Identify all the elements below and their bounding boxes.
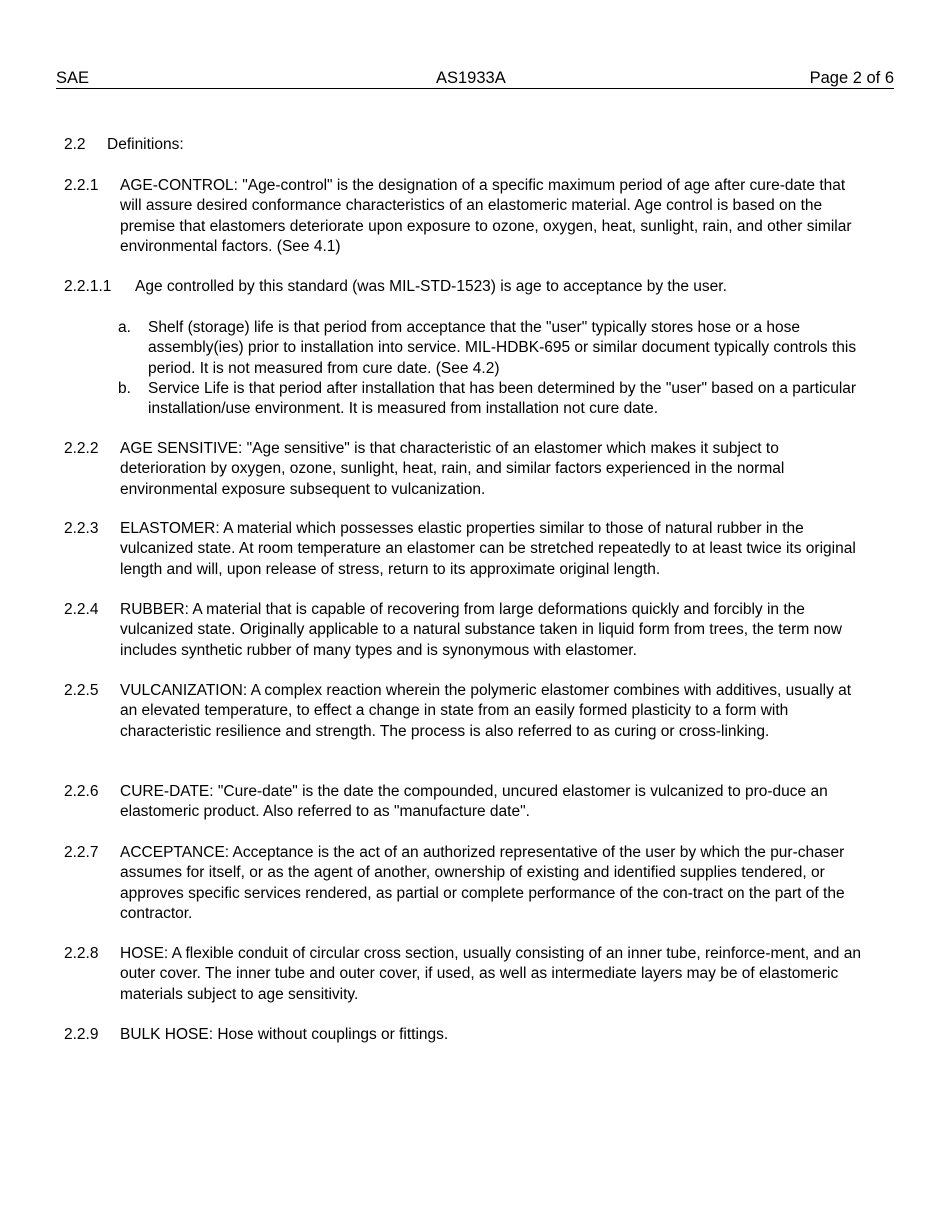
section-number: 2.2: [64, 136, 86, 153]
header-page-number: Page 2 of 6: [809, 69, 894, 87]
list-item-text: Service Life is that period after installation that has been determined by the "user" based on a particular installation/use environment. It is measured from installation not cure date.: [148, 379, 857, 418]
section-text: ELASTOMER: A material which possesses elastic properties similar to those of natural rubber in the vulcanized state. At room temperature an elastomer can be stretched repeatedly to at least twice its original length and will, upon release of stress, return to its approximate original length.: [120, 520, 856, 578]
section-number: 2.2.3: [64, 520, 99, 537]
section-number: 2.2.1: [64, 177, 99, 194]
section-2-2-2: [64, 439, 864, 500]
section-2-2-3: [64, 519, 864, 580]
section-text: HOSE: A flexible conduit of circular cross section, usually consisting of an inner tube, reinforce-ment, and an outer cover. The inner tube and outer cover, if used, as well as intermediate layers may be of elastomeric materials subject to age sensitivity.: [120, 945, 861, 1003]
section-2-2-4: [64, 600, 864, 661]
section-text: AGE SENSITIVE: "Age sensitive" is that characteristic of an elastomer which makes it subject to deterioration by oxygen, ozone, sunlight, heat, rain, and similar factors experienced in the normal environmental exposure subsequent to vulcanization.: [120, 440, 785, 498]
section-number: 2.2.2: [64, 440, 99, 457]
section-2-2-5: [64, 681, 864, 742]
header-organization: SAE: [56, 69, 90, 87]
page-header: [56, 68, 894, 89]
section-text: ACCEPTANCE: Acceptance is the act of an authorized representative of the user by which the pur-chaser assumes for itself, or as the agent of another, ownership of existing and identified supplies tendered, or approves specific services rendered, as partial or complete performance of the con-tract on the part of the contractor.: [120, 844, 845, 922]
section-number: 2.2.1.1: [64, 278, 112, 295]
section-text: VULCANIZATION: A complex reaction wherein the polymeric elastomer combines with additives, usually at an elevated temperature, to effect a change in state from an easily formed plasticity to a form with characteristic resilience and strength. The process is also referred to as curing or cross-linking.: [120, 682, 852, 740]
section-2-2-1: [64, 176, 864, 257]
life-definitions-list: [118, 318, 864, 419]
list-item-text: Shelf (storage) life is that period from acceptance that the "user" typically stores hose or a hose assembly(ies) prior to installation into service. MIL-HDBK-695 or similar document typically controls this period. It is not measured from cure date. (See 4.2): [148, 319, 857, 377]
section-2-2-7: [64, 843, 864, 924]
section-heading: Definitions:: [107, 136, 184, 153]
section-text: AGE-CONTROL: "Age-control" is the designation of a specific maximum period of age after cure-date that will assure desired conformance characteristics of an elastomeric material. Age control is based on the premise that elastomers deteriorate upon exposure to ozone, oxygen, heat, sunlight, rain, and other similar environmental factors. (See 4.1): [120, 177, 852, 255]
list-marker: a.: [118, 319, 131, 336]
section-number: 2.2.9: [64, 1026, 99, 1043]
section-number: 2.2.7: [64, 844, 99, 861]
header-document-number: AS1933A: [436, 69, 506, 87]
list-marker: b.: [118, 379, 131, 397]
list-item: [118, 379, 864, 420]
section-text: CURE-DATE: "Cure-date" is the date the compounded, uncured elastomer is vulcanized to pro-duce an elastomeric product. Also referred to as "manufacture date".: [120, 783, 828, 821]
section-number: 2.2.5: [64, 682, 99, 699]
section-text: BULK HOSE: Hose without couplings or fittings.: [120, 1026, 449, 1043]
list-item: [118, 318, 864, 379]
section-2-2: [64, 135, 864, 155]
section-2-2-6: [64, 782, 864, 823]
section-text: RUBBER: A material that is capable of recovering from large deformations quickly and forcibly in the vulcanized state. Originally applicable to a natural substance taken in liquid form from trees, the term now includes synthetic rubber of many types and is synonymous with elastomer.: [120, 601, 842, 659]
section-number: 2.2.4: [64, 601, 99, 618]
section-2-2-1-1: [64, 277, 864, 297]
section-number: 2.2.8: [64, 945, 99, 962]
section-text: Age controlled by this standard (was MIL-STD-1523) is age to acceptance by the user.: [135, 278, 727, 295]
section-number: 2.2.6: [64, 783, 99, 800]
section-2-2-9: [64, 1025, 864, 1045]
section-2-2-8: [64, 944, 864, 1005]
